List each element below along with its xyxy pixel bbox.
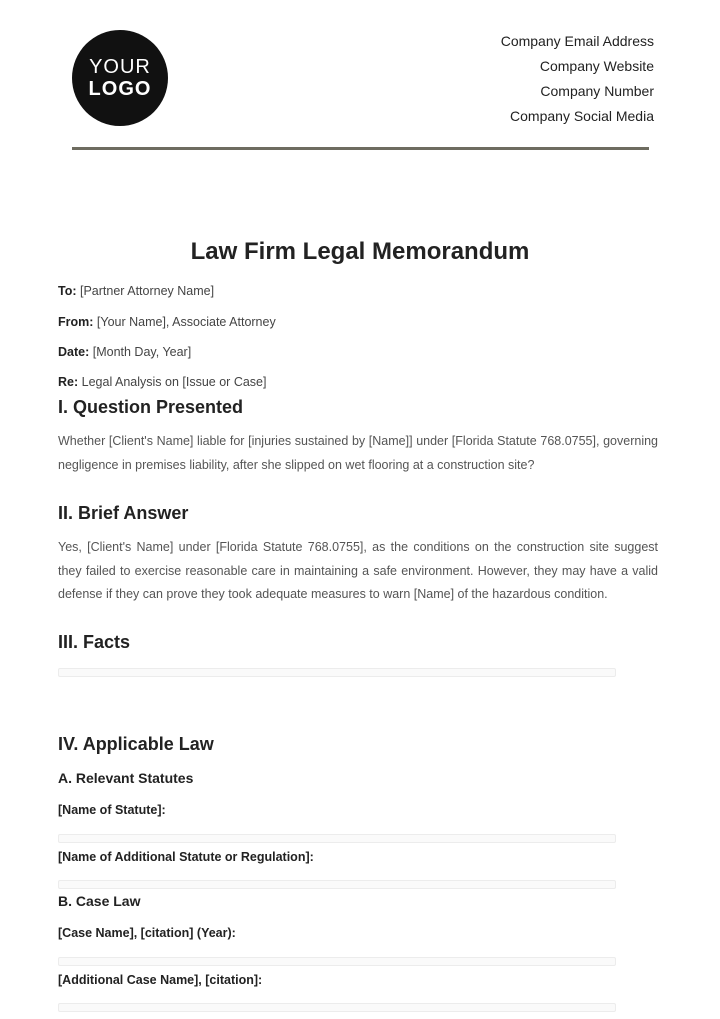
memo-re-value: Legal Analysis on [Issue or Case] xyxy=(81,375,267,389)
document-title: Law Firm Legal Memorandum xyxy=(190,238,530,265)
additional-case-field[interactable] xyxy=(58,1003,616,1012)
additional-statute-label: [Name of Additional Statute or Regulation]: xyxy=(58,850,314,864)
memo-from-label: From: xyxy=(58,315,94,329)
memo-date-label: Date: xyxy=(58,345,90,359)
applicable-law-heading: IV. Applicable Law xyxy=(58,734,214,754)
memo-to-value: [Partner Attorney Name] xyxy=(80,284,215,298)
logo-text-line2: LOGO xyxy=(88,78,152,100)
additional-case-label: [Additional Case Name], [citation]: xyxy=(58,973,263,987)
brief-answer-text: Yes, [Client's Name] under [Florida Statute 768.0755], as the conditions on the construction site suggest they failed to exercise reasonable care in maintaining a safe environment. However, they may have a valid defense if they can prove they took adequate measures to warn [Name] of the hazardous condition. xyxy=(58,540,658,601)
facts-field[interactable] xyxy=(58,668,616,677)
facts-heading: III. Facts xyxy=(58,632,131,652)
company-number: Company Number xyxy=(540,83,654,99)
statute-field[interactable] xyxy=(58,834,616,843)
company-info xyxy=(501,32,654,132)
memo-to-label: To: xyxy=(58,284,77,298)
company-email: Company Email Address xyxy=(500,33,654,49)
logo-text-line1: YOUR xyxy=(89,56,151,78)
additional-statute-field[interactable] xyxy=(58,880,616,889)
company-social: Company Social Media xyxy=(510,108,654,124)
case-field[interactable] xyxy=(58,957,616,966)
memo-re xyxy=(58,375,266,389)
memo-from xyxy=(58,315,276,329)
memo-date-value: [Month Day, Year] xyxy=(92,345,192,359)
case-law-heading: B. Case Law xyxy=(58,893,141,909)
company-website: Company Website xyxy=(539,58,654,74)
statute-label: [Name of Statute]: xyxy=(58,803,166,817)
question-presented-text: Whether [Client's Name] liable for [injuries sustained by [Name]] under [Florida Statute 768.0755], governing negligence in premises liability, after she slipped on wet flooring at a construction site? xyxy=(58,434,658,472)
brief-answer-heading: II. Brief Answer xyxy=(58,503,189,523)
relevant-statutes-heading: A. Relevant Statutes xyxy=(58,770,194,786)
company-logo xyxy=(72,30,168,126)
memo-to xyxy=(58,284,214,298)
question-presented-heading: I. Question Presented xyxy=(58,397,244,417)
case-label: [Case Name], [citation] (Year): xyxy=(58,926,236,940)
memo-from-value: [Your Name], Associate Attorney xyxy=(96,315,276,329)
memo-re-label: Re: xyxy=(58,375,79,389)
header-divider xyxy=(72,147,649,150)
memo-date xyxy=(58,345,191,359)
